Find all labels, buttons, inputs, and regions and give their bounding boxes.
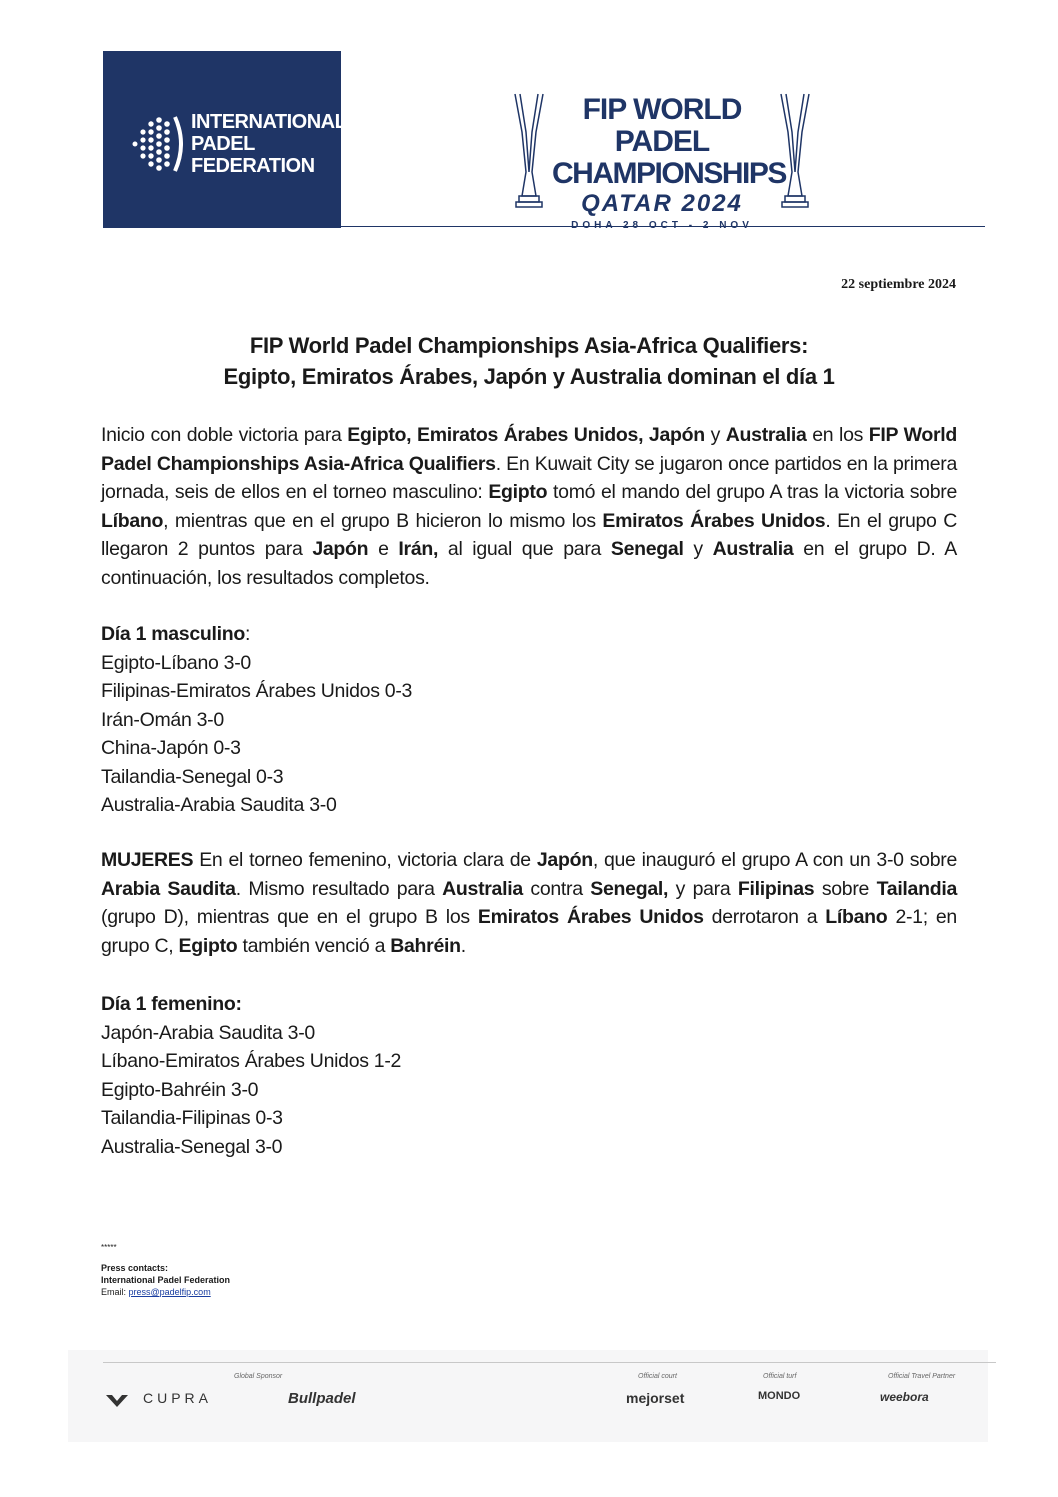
official-travel-label: Official Travel Partner xyxy=(888,1373,956,1380)
text: y xyxy=(704,424,726,446)
championships-title xyxy=(552,93,786,234)
bold-text: Filipinas xyxy=(737,877,815,900)
bold-text: Australia xyxy=(725,424,807,446)
bold-text: Australia xyxy=(442,877,523,900)
cupra-emblem-icon xyxy=(106,1393,128,1409)
email-line xyxy=(101,1286,230,1298)
result-item: China-Japón 0-3 xyxy=(101,737,241,759)
bold-text: Australia xyxy=(712,538,794,560)
title-line-2: Egipto, Emiratos Árabes, Japón y Australia dominan el día 1 xyxy=(223,364,835,389)
cupra-logo: CUPRA xyxy=(143,1390,213,1406)
text: contra xyxy=(522,877,591,900)
women-results-section xyxy=(101,990,957,1161)
email-label: Email: xyxy=(101,1287,129,1297)
bold-text: Egipto xyxy=(488,481,548,503)
global-sponsor-label: Global Sponsor xyxy=(234,1373,283,1380)
bold-text: Japón xyxy=(312,538,369,560)
bold-text: Líbano xyxy=(825,906,888,928)
men-results-list xyxy=(101,649,957,820)
bold-text: Arabia Saudita xyxy=(101,877,236,900)
mejorset-logo: mejorset xyxy=(626,1390,685,1406)
text: e xyxy=(368,538,399,560)
trophy-icon xyxy=(512,92,546,208)
ipf-logo xyxy=(131,109,347,179)
text: tomó el mando del grupo A tras la victoria sobre xyxy=(547,481,958,503)
press-contacts xyxy=(101,1242,230,1298)
bold-text: Emiratos Árabes Unidos xyxy=(477,906,704,928)
result-item: Líbano-Emiratos Árabes Unidos 1-2 xyxy=(101,1050,402,1072)
sponsor-band xyxy=(68,1350,988,1442)
text: 2-1; en grupo C, xyxy=(101,906,957,957)
bold-text: Senegal, xyxy=(590,877,669,900)
bold-text: Senegal xyxy=(610,538,684,560)
bold-text: Emiratos Árabes Unidos xyxy=(602,509,826,532)
text: . En Kuwait City se jugaron once partidos en la primera jornada, seis de ellos en el torneo masculino: xyxy=(101,452,958,503)
men-heading xyxy=(101,620,957,649)
bold-text: Egipto, Emiratos Árabes Unidos, Japón xyxy=(347,424,705,446)
champ-line-3: QATAR 2024 xyxy=(581,190,743,217)
bold-text: Líbano xyxy=(101,509,164,532)
text: . xyxy=(460,934,466,957)
ball-dots-icon xyxy=(131,109,183,179)
text: . En el grupo C llegaron 2 puntos para xyxy=(101,509,957,560)
text: y para xyxy=(668,877,738,900)
title-line-1: FIP World Padel Championships Asia-Africa Qualifiers: xyxy=(249,333,809,358)
text: , mientras que en el grupo B hicieron lo mismo los xyxy=(163,509,603,532)
sponsor-divider xyxy=(103,1362,996,1363)
intro-paragraph xyxy=(101,421,957,592)
ipf-line: PADEL xyxy=(191,133,255,155)
text: y xyxy=(683,538,713,560)
text: (grupo D), mientras que en el grupo B los xyxy=(101,906,478,928)
official-court-label: Official court xyxy=(638,1373,677,1380)
text: derrotaron a xyxy=(703,906,826,928)
press-label: Press contacts: xyxy=(101,1263,169,1273)
result-item: Tailandia-Senegal 0-3 xyxy=(101,765,284,788)
result-item: Australia-Arabia Saudita 3-0 xyxy=(101,794,337,816)
press-title xyxy=(101,330,957,392)
result-item: Filipinas-Emiratos Árabes Unidos 0-3 xyxy=(101,680,413,702)
result-item: Egipto-Líbano 3-0 xyxy=(101,651,251,674)
trophy-icon xyxy=(778,92,812,208)
bold-text: Egipto xyxy=(178,934,238,957)
bold-text: Japón xyxy=(536,849,593,871)
men-results-section xyxy=(101,620,957,820)
text: al igual que para xyxy=(438,538,611,560)
result-item: Irán-Omán 3-0 xyxy=(101,708,224,731)
result-item: Japón-Arabia Saudita 3-0 xyxy=(101,1021,315,1044)
champ-line-4: DOHA 28 OCT - 2 NOV xyxy=(571,220,753,231)
section-heading: Día 1 masculino xyxy=(101,623,245,645)
text: en el grupo D. A continuación, los resultados completos. xyxy=(101,538,957,589)
women-paragraph xyxy=(101,846,957,960)
championships-logo xyxy=(512,92,812,231)
press-date: 22 septiembre 2024 xyxy=(841,277,956,292)
press-org: International Padel Federation xyxy=(101,1275,231,1285)
mondo-logo: MONDO xyxy=(758,1390,801,1402)
result-item: Egipto-Bahréin 3-0 xyxy=(101,1078,259,1101)
bold-text: MUJERES xyxy=(101,849,194,871)
email-link[interactable]: press@padelfip.com xyxy=(128,1287,211,1297)
champ-line-2: CHAMPIONSHIPS xyxy=(552,157,786,190)
text: también venció a xyxy=(237,934,391,957)
ipf-line: FEDERATION xyxy=(191,155,315,177)
text: sobre xyxy=(814,877,877,900)
separator-stars: ***** xyxy=(101,1243,117,1252)
bold-text: FIP World Padel Championships Asia-Africa Qualifiers xyxy=(101,424,957,475)
ipf-header-band xyxy=(103,51,347,228)
text: en los xyxy=(806,424,869,446)
women-results-list xyxy=(101,1019,957,1162)
text: Inicio con doble victoria para xyxy=(101,424,348,446)
text: . Mismo resultado para xyxy=(235,877,443,900)
result-item: Australia-Senegal 3-0 xyxy=(101,1135,283,1158)
result-item: Tailandia-Filipinas 0-3 xyxy=(101,1107,283,1129)
bold-text: Bahréin xyxy=(390,934,461,957)
ipf-line: INTERNATIONAL xyxy=(191,111,347,133)
official-turf-label: Official turf xyxy=(763,1373,797,1380)
text: , que inauguró el grupo A con un 3-0 sobre xyxy=(592,849,957,871)
weebora-logo: weebora xyxy=(880,1390,929,1404)
bold-text: Tailandia xyxy=(876,877,957,900)
champ-line-1: FIP WORLD PADEL xyxy=(582,93,742,158)
ipf-wordmark xyxy=(191,111,346,177)
text: En el torneo femenino, victoria clara de xyxy=(193,849,537,871)
heading-suffix: : xyxy=(244,623,251,645)
section-heading: Día 1 femenino: xyxy=(101,993,242,1015)
bullpadel-logo: Bullpadel xyxy=(288,1390,356,1407)
bold-text: Irán, xyxy=(398,538,439,560)
